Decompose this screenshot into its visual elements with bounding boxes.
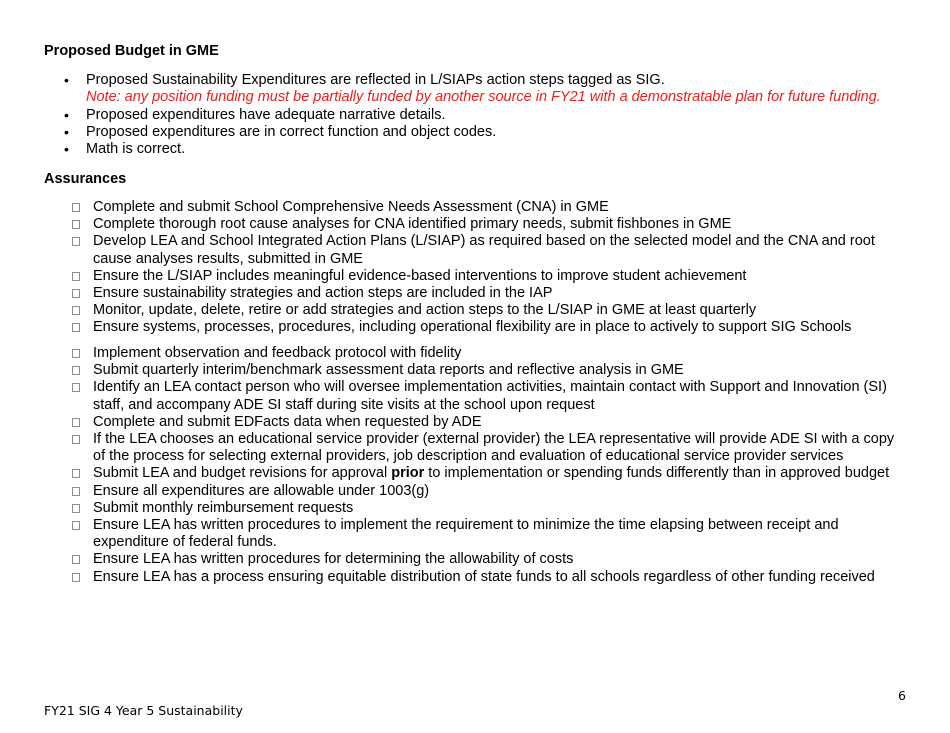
budget-heading: Proposed Budget in GME [44, 43, 219, 59]
assurance-text: Identify an LEA contact person who will oversee implementation activities, maintain contact with Support and Innovation (SI) staff, and accompany ADE SI staff during site visits at the school upon request [93, 379, 887, 413]
bullet-icon: • [64, 123, 69, 140]
assurance-text: If the LEA chooses an educational service provider (external provider) the LEA representative will provide ADE SI with a copy of the process for selecting external providers, job description and evaluation of educational service provider services [93, 431, 895, 465]
checkbox-icon[interactable] [72, 435, 80, 444]
page-footer: FY21 SIG 4 Year 5 Sustainability [44, 703, 243, 718]
assurance-text-emphasis: prior [391, 465, 425, 482]
assurance-item [70, 362, 900, 379]
checkbox-icon[interactable] [72, 521, 80, 530]
assurance-item [70, 483, 900, 500]
assurance-text: Monitor, update, delete, retire or add strategies and action steps to the L/SIAP in GME at least quarterly [93, 302, 757, 319]
checkbox-icon[interactable] [72, 383, 80, 392]
checkbox-icon[interactable] [72, 220, 80, 229]
assurance-text: Ensure all expenditures are allowable under 1003(g) [93, 482, 430, 499]
checkbox-icon[interactable] [72, 272, 80, 281]
assurance-item [70, 302, 900, 319]
budget-item-text: Proposed Sustainability Expenditures are reflected in L/SIAPs action steps tagged as SIG. [86, 72, 665, 88]
assurance-text: Ensure LEA has written procedures to implement the requirement to minimize the time elapsing between receipt and expenditure of federal funds. [93, 517, 839, 551]
assurance-text: Ensure LEA has a process ensuring equitable distribution of state funds to all schools regardless of other funding received [93, 568, 875, 585]
assurance-item [70, 216, 900, 233]
assurance-item [70, 379, 900, 413]
budget-note: Note: any position funding must be partially funded by another source in FY21 with a demonstratable plan for future funding. [86, 89, 881, 106]
checkbox-icon[interactable] [72, 323, 80, 332]
assurance-text: Implement observation and feedback protocol with fidelity [93, 345, 462, 361]
checkbox-icon[interactable] [72, 289, 80, 298]
checkbox-icon[interactable] [72, 487, 80, 496]
assurance-item [70, 319, 900, 336]
checkbox-icon[interactable] [72, 349, 80, 358]
assurances-list-2 [70, 345, 900, 586]
assurance-item [70, 345, 900, 362]
assurance-item [70, 465, 900, 482]
budget-item [64, 141, 924, 158]
assurance-text: Submit monthly reimbursement requests [93, 499, 354, 516]
assurance-item [70, 414, 900, 431]
checkbox-icon[interactable] [72, 469, 80, 478]
assurance-item [70, 517, 900, 551]
bullet-icon: • [64, 106, 69, 123]
checkbox-icon[interactable] [72, 237, 80, 246]
assurance-text: Complete and submit School Comprehensive Needs Assessment (CNA) in GME [93, 199, 609, 215]
bullet-icon: • [64, 141, 69, 158]
assurance-text: Complete thorough root cause analyses for CNA identified primary needs, submit fishbones in GME [93, 216, 732, 233]
checkbox-icon[interactable] [72, 203, 80, 212]
page-number: 6 [898, 688, 906, 703]
assurance-item [70, 569, 900, 586]
assurance-text: Submit quarterly interim/benchmark assessment data reports and reflective analysis in GME [93, 362, 684, 379]
budget-list [64, 72, 924, 158]
assurance-item [70, 233, 900, 267]
budget-item-text: Proposed expenditures have adequate narrative details. [86, 106, 446, 123]
checkbox-icon[interactable] [72, 504, 80, 513]
budget-item [64, 107, 924, 124]
assurance-item [70, 268, 900, 285]
checkbox-icon[interactable] [72, 306, 80, 315]
assurance-text: Ensure LEA has written procedures for determining the allowability of costs [93, 551, 574, 568]
assurance-text-end: to implementation or spending funds differently than in approved budget [424, 465, 890, 482]
bullet-icon: • [64, 72, 69, 88]
assurance-item [70, 199, 900, 216]
assurance-item [70, 551, 900, 568]
budget-item-text: Math is correct. [86, 141, 186, 158]
budget-item [64, 72, 924, 107]
checkbox-icon[interactable] [72, 573, 80, 582]
checkbox-icon[interactable] [72, 418, 80, 427]
assurance-text: Ensure the L/SIAP includes meaningful evidence-based interventions to improve student achievement [93, 267, 747, 284]
assurance-text: Complete and submit EDFacts data when requested by ADE [93, 413, 482, 430]
assurances-list-1 [70, 199, 900, 337]
budget-item-text: Proposed expenditures are in correct function and object codes. [86, 123, 497, 140]
assurance-text: Develop LEA and School Integrated Action Plans (L/SIAP) as required based on the selected model and the CNA and root cause analyses results, submitted in GME [93, 233, 875, 267]
assurances-heading: Assurances [44, 171, 127, 187]
checkbox-icon[interactable] [72, 366, 80, 375]
assurance-item [70, 285, 900, 302]
assurance-text: Ensure sustainability strategies and action steps are included in the IAP [93, 285, 553, 302]
checkbox-icon[interactable] [72, 555, 80, 564]
assurance-item [70, 500, 900, 517]
budget-item [64, 124, 924, 141]
assurance-text-start: Submit LEA and budget revisions for approval [93, 465, 392, 482]
assurance-item [70, 431, 900, 465]
assurance-text: Ensure systems, processes, procedures, including operational flexibility are in place to actively to support SIG Schools [93, 319, 852, 336]
